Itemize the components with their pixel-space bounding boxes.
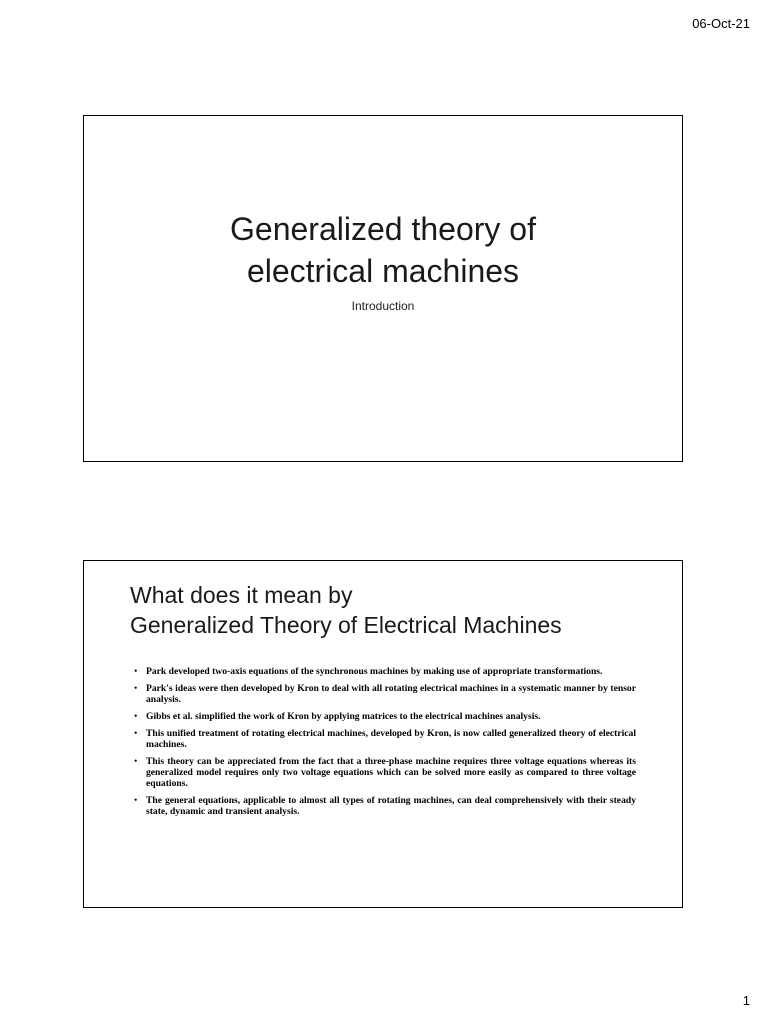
- bullet-icon: •: [134, 711, 138, 722]
- slide-1-subtitle: Introduction: [351, 299, 415, 313]
- bullet-icon: •: [134, 666, 138, 677]
- header-date: 06-Oct-21: [692, 16, 750, 31]
- bullet-icon: •: [134, 683, 138, 694]
- slide-1-title-line-1: Generalized theory of: [230, 211, 536, 247]
- bullet-text: The general equations, applicable to almost all types of rotating machines, can deal comprehensively with their steady state, dynamic and transient analysis.: [146, 795, 636, 817]
- bullet-item: [134, 666, 636, 677]
- slide-2-bullet-list: [134, 666, 636, 823]
- slide-2-title-line-2: Generalized Theory of Electrical Machines: [130, 612, 562, 638]
- bullet-item: [134, 756, 636, 789]
- bullet-icon: •: [134, 795, 138, 806]
- bullet-text: Gibbs et al. simplified the work of Kron by applying matrices to the electrical machines analysis.: [146, 711, 541, 722]
- bullet-icon: •: [134, 728, 138, 739]
- bullet-item: [134, 683, 636, 705]
- bullet-text: Park developed two-axis equations of the synchronous machines by making use of appropriate transformations.: [146, 666, 603, 677]
- page-number: 1: [742, 993, 750, 1008]
- bullet-text: Park's ideas were then developed by Kron to deal with all rotating electrical machines in a systematic manner by tensor analysis.: [146, 683, 636, 705]
- slide-2: [83, 560, 683, 908]
- slide-2-title-line-1: What does it mean by: [130, 582, 353, 608]
- bullet-item: [134, 795, 636, 817]
- bullet-item: [134, 711, 636, 722]
- bullet-icon: •: [134, 756, 138, 767]
- slide-2-title: [130, 580, 662, 640]
- slide-1-title: [84, 208, 682, 292]
- slide-1-title-line-2: electrical machines: [246, 253, 520, 289]
- bullet-text: This theory can be appreciated from the fact that a three-phase machine requires three voltage equations whereas its generalized model requires only two voltage equations which can be solved more easily as compared to three voltage equations.: [146, 756, 636, 789]
- slide-1: [83, 115, 683, 462]
- bullet-item: [134, 728, 636, 750]
- bullet-text: This unified treatment of rotating electrical machines, developed by Kron, is now called generalized theory of electrical machines.: [146, 728, 636, 750]
